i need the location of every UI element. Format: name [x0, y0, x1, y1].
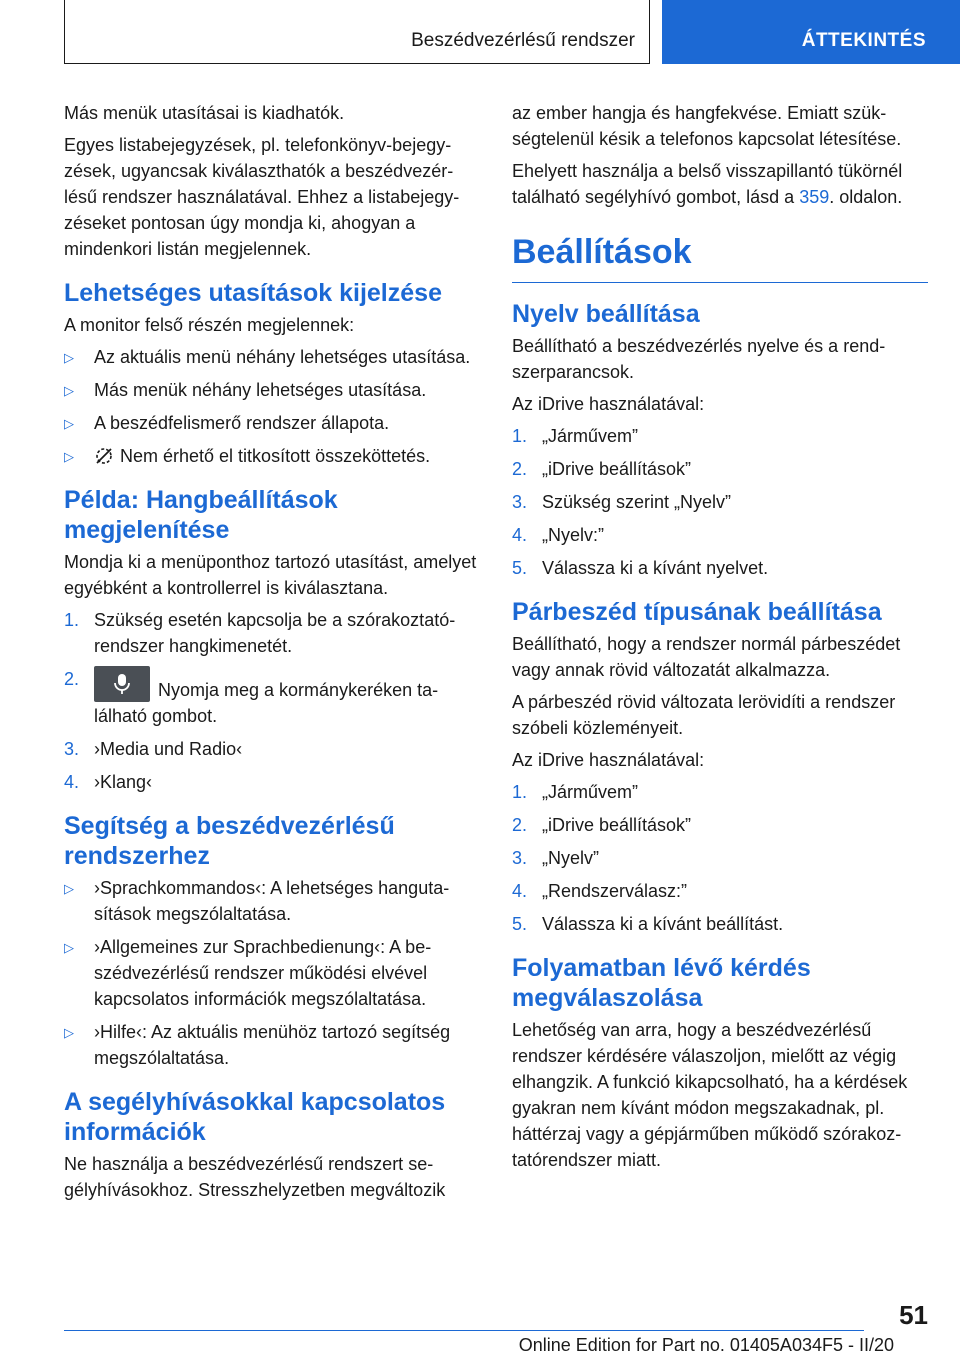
paragraph: A monitor felső részén megjelennek:: [64, 315, 355, 335]
list-item: 4. „Rendszerválasz:”: [512, 881, 688, 901]
right-column: [512, 100, 928, 1179]
page-number: 51: [899, 1300, 928, 1330]
list-item: 3. „Nyelv”: [512, 848, 599, 868]
paragraph: Mondja ki a menüponthoz tartozó utasítást, amelyet egyébként a kontrollerrel is kiválasztana.: [64, 552, 477, 598]
paragraph: Ehelyett használja a belső visszapillantó tükörnél található segélyhívó gombot, lásd a 359. oldalon.: [512, 161, 903, 207]
paragraph: Egyes listabejegyzések, pl. telefonkönyv-bejegyzések, ugyancsak kiválaszthatók a beszédvezérlésű rendszer használatával. Ehhez a listabejegyzéseket pontosan úgy mondja ki, ahogyan a mindenkori listán megjelennek.: [64, 135, 460, 259]
list-item: 1. „Járművem”: [512, 426, 639, 446]
list-item: 3. Szükség szerint „Nyelv”: [512, 492, 732, 512]
header-title-box: [64, 0, 650, 64]
paragraph: Más menük utasításai is kiadhatók.: [64, 103, 345, 123]
numbered-list: [512, 779, 928, 937]
list-item: 2. Nyomja meg a kormánykeréken található gombot.: [64, 666, 480, 729]
list-item: ▷ ›Sprachkommandos‹: A lehetséges hangutasítások megszólaltatása.: [64, 878, 450, 924]
paragraph: az ember hangja és hangfekvése. Emiatt szükségtelenül késik a telefonos kapcsolat létesítése.: [512, 103, 902, 149]
triangle-right-icon: ▷: [64, 416, 74, 431]
triangle-right-icon: ▷: [64, 881, 74, 896]
list-item: 4. ›Klang‹: [64, 772, 153, 792]
paragraph: Az iDrive használatával:: [512, 750, 705, 770]
numbered-list: [512, 423, 928, 581]
list-item: 2. „iDrive beállítások”: [512, 459, 692, 479]
list-item: 3. ›Media und Radio‹: [64, 739, 243, 759]
no-encryption-icon: [94, 446, 114, 466]
section-heading: Példa: Hangbeállítások megjelenítése: [64, 486, 338, 544]
section-heading: Nyelv beállítása: [512, 300, 700, 328]
paragraph: Az iDrive használatával:: [512, 394, 705, 414]
section-heading: Párbeszéd típusának beállítása: [512, 598, 882, 626]
list-item: 5. Válassza ki a kívánt beállítást.: [512, 914, 784, 934]
section-heading: Folyamatban lévő kérdés megválaszolása: [512, 954, 811, 1012]
paragraph: Beállítható a beszédvezérlés nyelve és a rendszerparancsok.: [512, 336, 886, 382]
list-item: ▷ Nem érhető el titkosított összeköttetés.: [64, 443, 480, 469]
footer-edition: Online Edition for Part no. 01405A034F5 - II/20: [518, 1335, 894, 1355]
bullet-list: [64, 344, 480, 469]
list-item: ▷ Más menük néhány lehetséges utasítása.: [64, 377, 480, 403]
list-item: ▷ Az aktuális menü néhány lehetséges utasítása.: [64, 344, 480, 370]
list-item: 2. „iDrive beállítások”: [512, 815, 692, 835]
triangle-right-icon: ▷: [64, 350, 74, 365]
list-item: 1. Szükség esetén kapcsolja be a szórakoztatórendszer hangkimenetét.: [64, 610, 456, 656]
paragraph: Beállítható, hogy a rendszer normál párbeszédet vagy annak rövid változatát alkalmazza.: [512, 634, 901, 680]
section-heading: Segítség a beszédvezérlésű rendszerhez: [64, 812, 395, 870]
list-item: 5. Válassza ki a kívánt nyelvet.: [512, 558, 769, 578]
list-item: 1. „Járművem”: [512, 782, 639, 802]
paragraph: Ne használja a beszédvezérlésű rendszert segélyhívásokhoz. Stresszhelyzetben megváltozik: [64, 1154, 446, 1200]
triangle-right-icon: ▷: [64, 383, 74, 398]
triangle-right-icon: ▷: [64, 940, 74, 955]
paragraph: Lehetőség van arra, hogy a beszédvezérlésű rendszer kérdésére válaszoljon, mielőtt az végig elhangzik. A funkció kikapcsolható, ha a kérdések gyakran nem kívánt módon megszakadnak, pl. háttérzaj vagy a gépjárműben működő szórakoztatórendszer miatt.: [512, 1020, 908, 1170]
list-item: 4. „Nyelv:”: [512, 525, 604, 545]
numbered-list: [64, 607, 480, 795]
section-heading: Lehetséges utasítások kijelzése: [64, 279, 442, 307]
triangle-right-icon: ▷: [64, 449, 74, 464]
triangle-right-icon: ▷: [64, 1025, 74, 1040]
bullet-list: [64, 875, 480, 1071]
page-link[interactable]: 359: [799, 187, 830, 207]
left-column: [64, 100, 480, 1209]
paragraph: A párbeszéd rövid változata lerövidíti a rendszer szóbeli közleményeit.: [512, 692, 896, 738]
footer-divider: [64, 1330, 864, 1331]
list-item: ▷ ›Hilfe‹: Az aktuális menühöz tartozó segítség megszólaltatása.: [64, 1022, 451, 1068]
microphone-icon: [94, 666, 150, 702]
list-item: ▷ A beszédfelismerő rendszer állapota.: [64, 410, 480, 436]
section-heading: A segélyhívásokkal kapcsolatos információk: [64, 1088, 446, 1146]
list-item: ▷ ›Allgemeines zur Sprachbedienung‹: A beszédvezérlésű rendszer működési elvével kapcsolatos információk megszólaltatása.: [64, 937, 432, 1009]
chapter-heading: Beállítások: [512, 232, 928, 283]
header-tab-label: ÁTTEKINTÉS: [801, 30, 926, 51]
header-title: Beszédvezérlésű rendszer: [411, 30, 635, 51]
header-tab[interactable]: [662, 0, 960, 64]
